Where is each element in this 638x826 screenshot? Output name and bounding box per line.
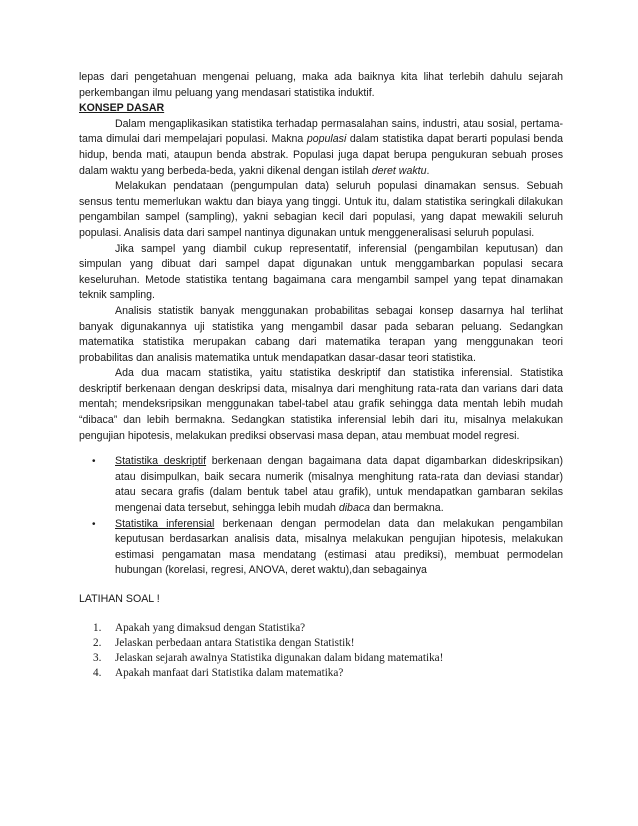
paragraph-populasi-text-a: Dalam mengaplikasikan statistika terhadap permasalahan sains, industri, atau sosial, pertama-tama dimulai dari mempelajari populasi. Makna: [79, 117, 563, 146]
question-list: [79, 621, 563, 682]
paragraph-sampel: Jika sampel yang diambil cukup representatif, inferensial (pengambilan keputusan) dan simpulan yang dibuat dari sampel dapat digunakan untuk menggambarkan populasi secara keseluruhan. Metode statistika tentang bagaimana cara mengambil sampel yang tepat dinamakan teknik sampling.: [79, 242, 563, 302]
definition-list: [79, 454, 563, 579]
question-text: Apakah manfaat dari Statistika dalam matematika?: [115, 667, 344, 680]
paragraph-populasi-text-c: .: [426, 164, 430, 177]
bullet-term: Statistika inferensial: [115, 517, 215, 530]
bullet-item-deskriptif: [92, 454, 563, 516]
question-number: 4.: [93, 667, 102, 680]
bullet-dot-icon: •: [92, 518, 96, 530]
bullet-text-a: berkenaan dengan bagaimana data dapat digambarkan dideskripsikan) atau disimpulkan, baik secara numerik (misalnya menghitung rata-rata dan deviasi standar) atau secara grafis (dalam bentuk tabel atau grafik), untuk mendapatkan gambaran sekilas mengenai data tersebut, sehingga lebih mudah: [115, 455, 563, 515]
paragraph-populasi-text-b: dalam statistika dapat berarti populasi benda hidup, benda mati, ataupun benda abstrak. Populasi juga dapat berupa pengukuran sebuah proses dalam waktu yang berbeda-beda, yakni dikenal dengan istilah: [79, 133, 563, 177]
question-number: 1.: [93, 621, 102, 634]
section-heading: KONSEP DASAR: [79, 102, 165, 115]
paragraph-intro: lepas dari pengetahuan mengenai peluang, maka ada baiknya kita lihat terlebih dahulu sejarah perkembangan ilmu peluang yang mendasari statistika induktif.: [79, 71, 563, 99]
paragraph-populasi: [79, 117, 563, 179]
bullet-text-b: dan bermakna.: [370, 502, 444, 515]
paragraph-probabilitas: Analisis statistik banyak menggunakan probabilitas sebagai konsep dasarnya hal terlihat banyak digunakannya uji statistika yang mengambil dasar pada sebaran peluang. Sedangkan matematika statistika merupakan cabang dari matematika terapan yang menggunakan teori probabilitas dan analisis matematika untuk mendapatkan dasar-dasar teori statistika.: [79, 304, 563, 364]
question-number: 2.: [93, 636, 102, 649]
paragraph-macam-statistika: Ada dua macam statistika, yaitu statistika deskriptif dan statistika inferensial. Statistika deskriptif berkenaan dengan deskripsi data, misalnya dari menghitung rata-rata dan varians dari data mentah; mendeksripsikan menggunakan tabel-tabel atau grafik sehingga data mentah lebih mudah “dibaca” dan lebih bermakna. Sedangkan statistika inferensial lebih dari itu, misalnya melakukan pengujian hipotesis, melakukan prediksi observasi masa depan, atau membuat model regresi.: [79, 367, 563, 442]
document-page: [79, 70, 563, 681]
bullet-text-a: berkenaan dengan permodelan data dan melakukan pengambilan keputusan berdasarkan analisis data, misalnya melakukan pengujian hipotesis, melakukan estimasi pengamatan masa mendatang (estimasi atau prediksi), membuat permodelan hubungan (korelasi, regresi, ANOVA, deret waktu),dan sebagainya: [115, 517, 563, 577]
question-item: [93, 666, 563, 681]
bullet-em: dibaca: [338, 502, 371, 515]
question-text: Jelaskan sejarah awalnya Statistika digunakan dalam bidang matematika!: [115, 652, 444, 664]
bullet-term: Statistika deskriptif: [115, 455, 207, 468]
bullet-dot-icon: •: [92, 456, 96, 468]
question-item: [93, 621, 563, 636]
question-number: 3.: [93, 652, 102, 664]
question-text: Apakah yang dimaksud dengan Statistika?: [115, 621, 306, 634]
latihan-title: LATIHAN SOAL !: [79, 593, 160, 605]
term-deret-waktu: deret waktu: [371, 164, 427, 177]
paragraph-sensus: Melakukan pendataan (pengumpulan data) seluruh populasi dinamakan sensus. Sebuah sensus tentu memerlukan waktu dan biaya yang tinggi. Untuk itu, dalam statistika seringkali dilakukan pengambilan sampel (sampling), yakni sebagian kecil dari populasi, yang dapat mewakili seluruh populasi. Analisis data dari sampel nantinya digunakan untuk menggeneralisasi seluruh populasi.: [79, 180, 563, 239]
question-item: [93, 636, 563, 651]
question-text: Jelaskan perbedaan antara Statistika dengan Statistik!: [115, 636, 355, 649]
term-populasi: populasi: [306, 133, 347, 146]
question-item: [93, 651, 563, 666]
bullet-item-inferensial: [92, 517, 563, 579]
